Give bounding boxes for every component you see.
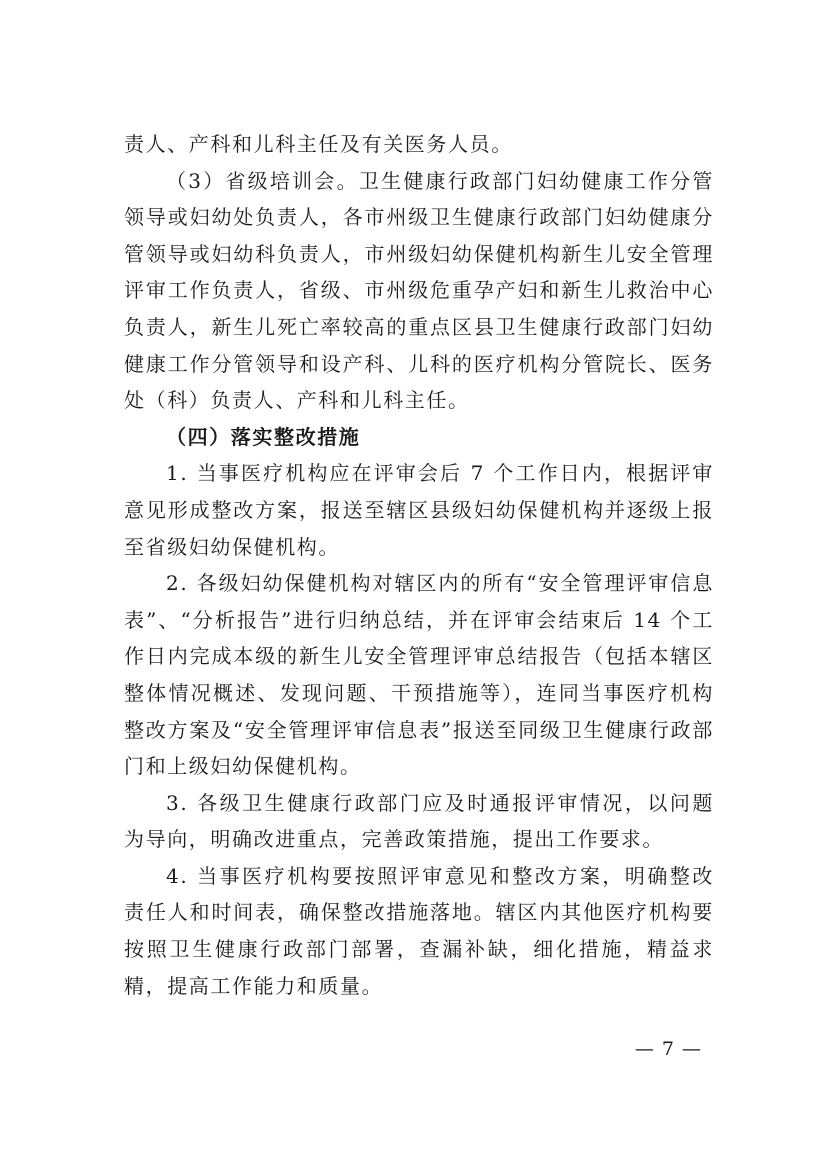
paragraph-provincial-training: （3）省级培训会。卫生健康行政部门妇幼健康工作分管领导或妇幼处负责人，各市州级卫生健康行政部门妇幼健康分管领导或妇幼科负责人，市州级妇幼保健机构新生儿安全管理评审工作负责人，省级、市州级危重孕产妇和新生儿救治中心负责人，新生儿死亡率较高的重点区县卫生健康行政部门妇幼健康工作分管领导和设产科、儿科的医疗机构分管院长、医务处（科）负责人、产科和儿科主任。: [124, 168, 714, 413]
paragraph-item-1: 1. 当事医疗机构应在评审会后 7 个工作日内，根据评审意见形成整改方案，报送至辖区县级妇幼保健机构并逐级上报至省级妇幼保健机构。: [124, 461, 714, 559]
section-heading-rectification: （四）落实整改措施: [166, 424, 361, 449]
document-body: [124, 126, 714, 1004]
paragraph-item-4: 4. 当事医疗机构要按照评审意见和整改方案，明确整改责任人和时间表，确保整改措施落地。辖区内其他医疗机构要按照卫生健康行政部门部署，查漏补缺，细化措施，精益求精，提高工作能力和质量。: [124, 863, 714, 998]
paragraph-item-2: 2. 各级妇幼保健机构对辖区内的所有“安全管理评审信息表”、“分析报告”进行归纳总结，并在评审会结束后 14 个工作日内完成本级的新生儿安全管理评审总结报告（包括本辖区整体情况概述、发现问题、干预措施等），连同当事医疗机构整改方案及“安全管理评审信息表”报送至同级卫生健康行政部门和上级妇幼保健机构。: [124, 571, 714, 779]
paragraph-item-3: 3. 各级卫生健康行政部门应及时通报评审情况，以问题为导向，明确改进重点，完善政策措施，提出工作要求。: [124, 790, 714, 852]
paragraph-continuation: 责人、产科和儿科主任及有关医务人员。: [124, 132, 513, 156]
page-number: — 7 —: [634, 1038, 702, 1060]
